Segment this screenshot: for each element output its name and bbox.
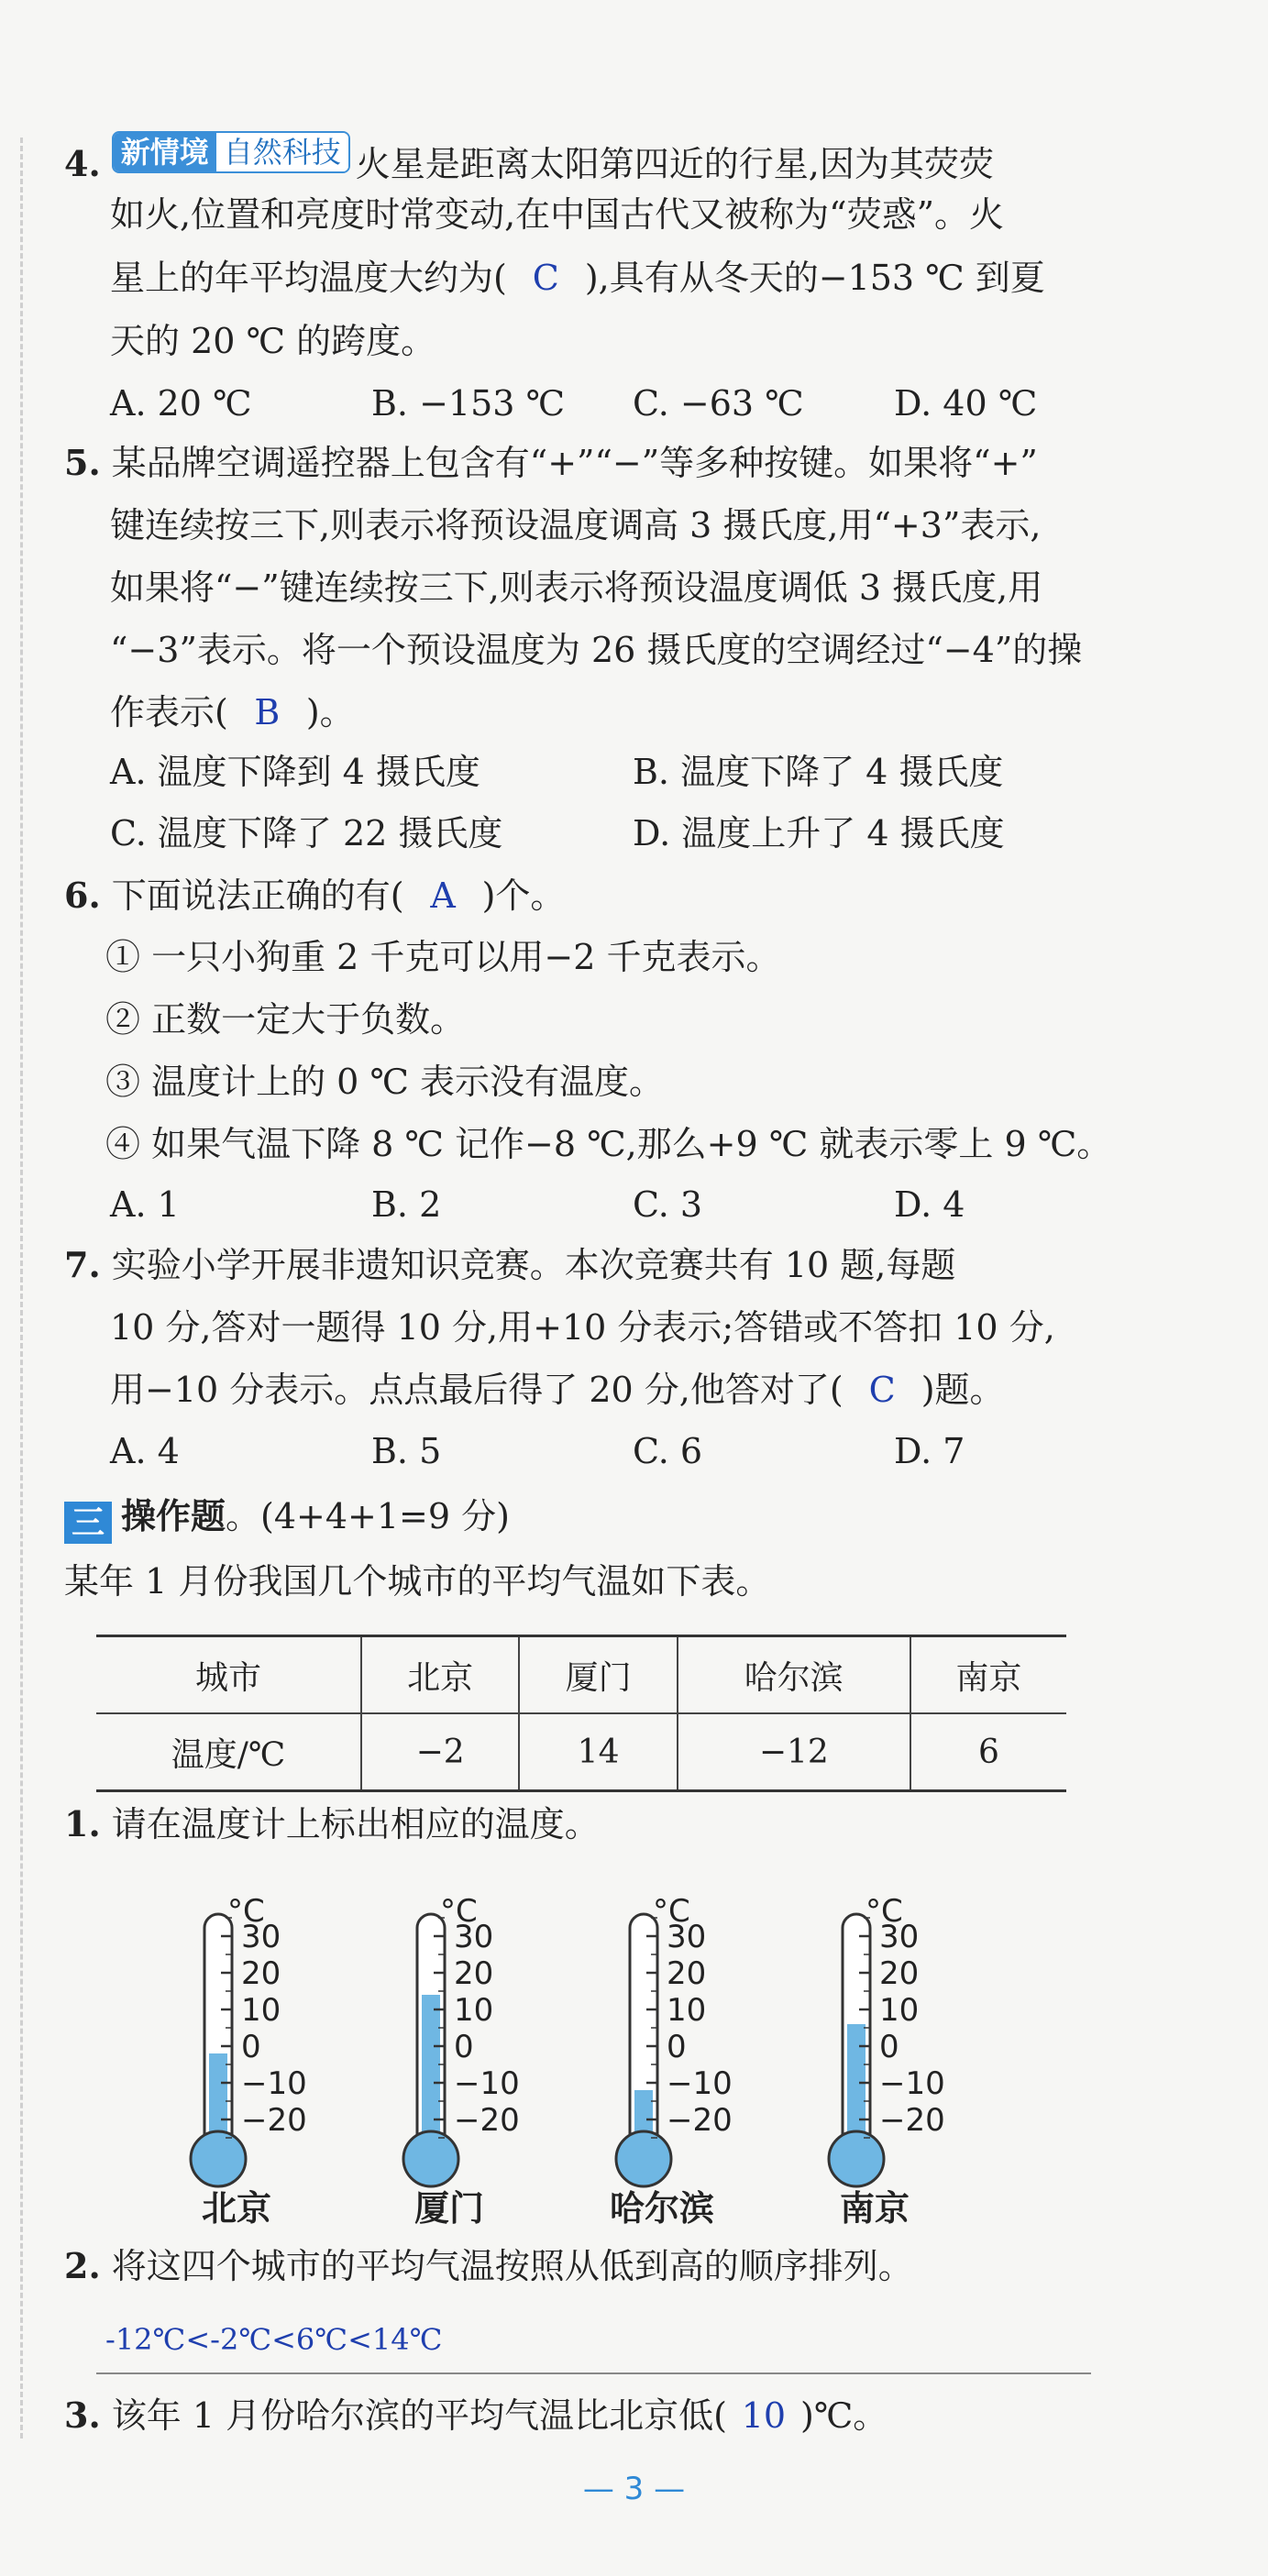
city-label: 北京 — [201, 2188, 272, 2228]
q5-text-2: 键连续按三下,则表示将预设温度调高 3 摄氏度,用“+3”表示, — [110, 505, 1042, 545]
s2-line — [64, 2246, 913, 2286]
q6-option-b: B. 2 — [371, 1184, 442, 1225]
q4-option-b: B. −153 ℃ — [371, 383, 566, 424]
table-row — [96, 1713, 1066, 1791]
q6-item-4: ④ 如果气温下降 8 ℃ 记作−8 ℃,那么+9 ℃ 就表示零上 9 ℃。 — [105, 1124, 1112, 1164]
thermometer-bulb — [829, 2131, 884, 2186]
answer-underline — [96, 2372, 1091, 2374]
unit-label: °C — [440, 1893, 478, 1930]
page-number: — 3 — — [582, 2471, 686, 2507]
q6-item-3: ③ 温度计上的 0 ℃ 表示没有温度。 — [105, 1062, 665, 1102]
q6-answer: A — [430, 875, 456, 916]
q5-line1 — [64, 443, 1038, 483]
q5-line5 — [110, 692, 355, 732]
city-label: 哈尔滨 — [609, 2188, 715, 2228]
q4-text-3a: 星上的年平均温度大约为( — [110, 258, 507, 298]
tick-label: 20 — [667, 1955, 707, 1992]
table-header-cell: 哈尔滨 — [678, 1636, 910, 1714]
table-header-cell: 南京 — [910, 1636, 1066, 1714]
q5-text-1: 某品牌空调遥控器上包含有“+”“−”等多种按键。如果将“+” — [111, 443, 1038, 483]
section3-heading — [64, 1496, 510, 1544]
s3-text-a: 该年 1 月份哈尔滨的平均气温比北京低( — [111, 2395, 727, 2436]
s2-answer: -12℃<-2℃<6℃<14℃ — [105, 2322, 443, 2357]
table-header-cell: 城市 — [96, 1636, 361, 1714]
q4-line1 — [64, 131, 994, 184]
q7-option-d: D. 7 — [894, 1431, 965, 1471]
tick-label: 0 — [879, 2029, 899, 2065]
s2-number: 2. — [64, 2245, 101, 2286]
q4-option-a: A. 20 ℃ — [110, 383, 252, 424]
q7-line3 — [110, 1370, 1005, 1410]
q6-line1 — [64, 875, 565, 916]
tick-label: −10 — [667, 2065, 733, 2102]
q7-text-1: 实验小学开展非遗知识竞赛。本次竞赛共有 10 题,每题 — [111, 1245, 956, 1285]
section3-score: 。(4+4+1=9 分) — [226, 1496, 510, 1536]
q6-option-d: D. 4 — [894, 1184, 965, 1225]
q4-line3 — [110, 258, 1045, 298]
q5-answer: B — [254, 692, 281, 732]
q5-option-b: B. 温度下降了 4 摄氏度 — [633, 752, 1004, 792]
s3-answer: 10 — [741, 2395, 787, 2436]
thermometer-bulb — [191, 2131, 246, 2186]
tick-label: 0 — [454, 2029, 474, 2065]
table-cell: 6 — [910, 1713, 1066, 1791]
temperature-table — [96, 1635, 1066, 1792]
q4-text-1: 火星是距离太阳第四近的行星,因为其荧荧 — [355, 144, 994, 184]
q4-badge — [112, 131, 350, 173]
q6-item-2: ② 正数一定大于负数。 — [105, 999, 466, 1040]
q7-option-c: C. 6 — [633, 1431, 703, 1471]
s3-text-b: )℃。 — [799, 2395, 888, 2436]
s3-line — [64, 2395, 888, 2436]
q7-line1 — [64, 1245, 955, 1285]
q4-answer: C — [532, 258, 559, 298]
q7-option-a: A. 4 — [110, 1431, 180, 1471]
unit-label: °C — [653, 1893, 690, 1930]
thermometer — [403, 1893, 520, 2228]
page-number-value: 3 — [623, 2471, 645, 2507]
q4-text-2: 如火,位置和亮度时常变动,在中国古代又被称为“荧惑”。火 — [110, 194, 1005, 235]
unit-label: °C — [227, 1893, 265, 1930]
tick-label: −20 — [879, 2102, 945, 2139]
q5-option-a: A. 温度下降到 4 摄氏度 — [110, 752, 480, 792]
s1-number: 1. — [64, 1803, 101, 1844]
table-header-cell: 厦门 — [519, 1636, 677, 1714]
tick-label: −10 — [454, 2065, 520, 2102]
tick-label: 30 — [454, 1919, 494, 1955]
table-header-row — [96, 1636, 1066, 1714]
tick-label: 10 — [879, 1992, 920, 2029]
thermometer — [610, 1893, 733, 2228]
q5-option-d: D. 温度上升了 4 摄氏度 — [633, 813, 1005, 853]
q4-option-c: C. −63 ℃ — [633, 383, 804, 424]
tick-label: −20 — [667, 2102, 733, 2139]
thermometer-bulb — [403, 2131, 458, 2186]
q6-text-1b: )个。 — [481, 875, 566, 916]
table-cell: −2 — [361, 1713, 519, 1791]
section3-icon: 三 — [64, 1502, 112, 1544]
tick-label: 30 — [879, 1919, 920, 1955]
tick-label: 30 — [667, 1919, 707, 1955]
tick-label: −20 — [241, 2102, 307, 2139]
q6-text-1a: 下面说法正确的有( — [111, 875, 404, 916]
badge-new-context: 新情境 — [114, 133, 216, 171]
q4-text-4: 天的 20 ℃ 的跨度。 — [110, 321, 436, 361]
tick-label: −20 — [454, 2102, 520, 2139]
q7-text-2: 10 分,答对一题得 10 分,用+10 分表示;答错或不答扣 10 分, — [110, 1307, 1055, 1348]
q5-text-5a: 作表示( — [110, 692, 228, 732]
thermometer-bulb — [616, 2131, 671, 2186]
thermometer — [829, 1893, 945, 2228]
table-cell: −12 — [678, 1713, 910, 1791]
section3-title: 操作题 — [121, 1495, 226, 1536]
s3-number: 3. — [64, 2394, 101, 2436]
s2-text: 将这四个城市的平均气温按照从低到高的顺序排列。 — [111, 2246, 913, 2286]
q4-number: 4. — [64, 143, 101, 184]
tick-label: 20 — [241, 1955, 281, 1992]
q7-option-b: B. 5 — [371, 1431, 442, 1471]
q6-number: 6. — [64, 875, 101, 916]
tick-label: 0 — [241, 2029, 261, 2065]
q7-answer: C — [868, 1370, 896, 1410]
q5-text-3: 如果将“−”键连续按三下,则表示将预设温度调低 3 摄氏度,用 — [110, 567, 1043, 608]
q5-text-5b: )。 — [305, 692, 355, 732]
q6-item-1: ① 一只小狗重 2 千克可以用−2 千克表示。 — [105, 937, 781, 977]
city-label: 厦门 — [413, 2188, 485, 2228]
thermometers-chart — [188, 1861, 1013, 2228]
q5-option-c: C. 温度下降了 22 摄氏度 — [110, 813, 503, 853]
q4-text-3b: ),具有从冬天的−153 ℃ 到夏 — [584, 258, 1045, 298]
tick-label: 0 — [667, 2029, 687, 2065]
q7-text-3b: )题。 — [921, 1370, 1005, 1410]
tick-label: 30 — [241, 1919, 281, 1955]
unit-label: °C — [866, 1893, 903, 1930]
q6-option-c: C. 3 — [633, 1184, 703, 1225]
q4-option-d: D. 40 ℃ — [894, 383, 1038, 424]
q5-text-4: “−3”表示。将一个预设温度为 26 摄氏度的空调经过“−4”的操 — [110, 630, 1083, 670]
tick-label: −10 — [879, 2065, 945, 2102]
tick-label: 10 — [667, 1992, 707, 2029]
tick-label: −10 — [241, 2065, 307, 2102]
tick-label: 10 — [454, 1992, 494, 2029]
table-header-cell: 北京 — [361, 1636, 519, 1714]
table-cell: 温度/℃ — [96, 1713, 361, 1791]
tick-label: 20 — [879, 1955, 920, 1992]
q6-option-a: A. 1 — [110, 1184, 180, 1225]
s1-text: 请在温度计上标出相应的温度。 — [111, 1804, 600, 1844]
q7-number: 7. — [64, 1244, 101, 1285]
tick-label: 20 — [454, 1955, 494, 1992]
section3-intro: 某年 1 月份我国几个城市的平均气温如下表。 — [64, 1561, 771, 1602]
s1-line — [64, 1804, 600, 1844]
tick-label: 10 — [241, 1992, 281, 2029]
city-label: 南京 — [839, 2188, 910, 2228]
q7-text-3a: 用−10 分表示。点点最后得了 20 分,他答对了( — [110, 1370, 843, 1410]
margin-dashed-line — [20, 138, 23, 2438]
q5-number: 5. — [64, 442, 101, 483]
thermometer — [191, 1893, 307, 2228]
table-cell: 14 — [519, 1713, 677, 1791]
badge-science: 自然科技 — [216, 133, 348, 171]
